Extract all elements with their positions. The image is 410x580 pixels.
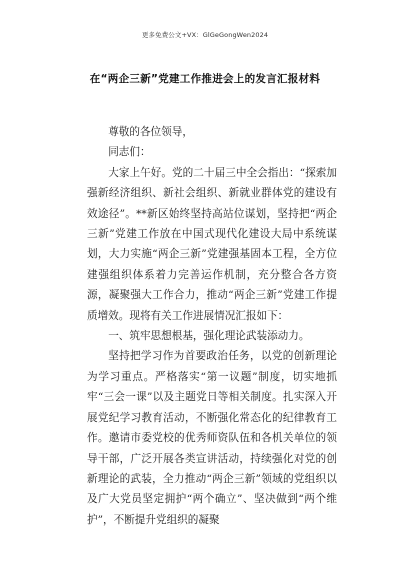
salutation-line: 同志们： bbox=[108, 146, 151, 159]
body-paragraph: 坚持把学习作为首要政治任务，以党的创新理论为学习重点。严格落实“第一议题”制度，切实地抓牢“三会一课”以及主题党日等相关制度。扎实深入开展党纪学习教育活动，不断强化常态化的纪律教育工作。邀请市委党校的优秀师资队伍和各机关单位的领导干部，广泛开展各类宣讲活动，持续强化对党的创新理论的武装，全力推动“两企三新”领域的党组织以及广大党员坚定拥护“两个确立”、坚决做到“两个维护”，不断提升党组织的凝聚 bbox=[87, 350, 337, 526]
section-heading: 一、筑牢思想根基，强化理论武装添动力。 bbox=[108, 330, 310, 343]
header-note: 更多免费公文+VX：GlGeGongWen2024 bbox=[141, 31, 269, 39]
document-title: 在“两企三新”党建工作推进会上的发言汇报材料 bbox=[89, 73, 321, 85]
salutation-line: 尊敬的各位领导， bbox=[108, 126, 193, 138]
body-paragraph: 大家上午好。党的二十届三中全会指出：“探索加强新经济组织、新社会组织、新就业群体党的建设有效途径”。**新区始终坚持高站位谋划，坚持把“两企三新”党建工作放在中国式现代化建设大局中系统谋划，大力实施“两企三新”党建强基固本工程，全方位建强组织体系着力完善运作机制，充分整合各方资源，凝聚强大工作合力，推动“两企三新”党建工作提质增效。现将有关工作进展情况汇报如下： bbox=[87, 166, 337, 322]
document-body bbox=[87, 122, 337, 530]
